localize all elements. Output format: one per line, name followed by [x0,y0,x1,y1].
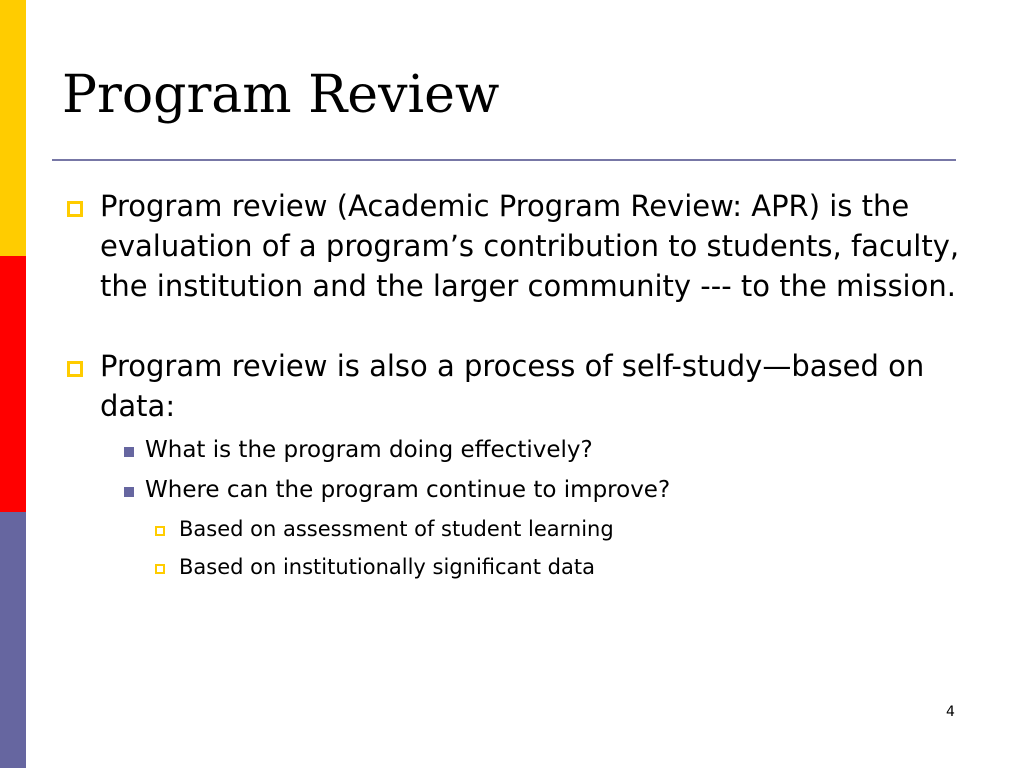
page-number: 4 [946,704,955,720]
sub-sub-bullet-text: Based on institutionally significant data [179,555,595,579]
accent-stripe-blue [0,512,26,768]
filled-square-bullet-icon [124,487,134,497]
bullet-self-study [62,346,972,586]
hollow-square-bullet-icon [67,361,83,377]
sub-bullet-improve [107,470,972,510]
filled-square-bullet-icon [124,447,134,457]
hollow-square-bullet-icon [67,201,83,217]
sub-sub-bullet-assessment [152,510,972,548]
sub-sub-bullet-text: Based on assessment of student learning [179,517,614,541]
hollow-square-bullet-icon [155,564,165,574]
accent-stripe-yellow [0,0,26,256]
hollow-square-bullet-icon [155,526,165,536]
bullet-text: Program review is also a process of self-study—based on data: [100,349,925,423]
sub-bullet-list [100,430,972,586]
accent-stripe-red [0,256,26,512]
sub-bullet-effective [107,430,972,470]
slide-content [62,186,972,586]
title-divider [52,159,956,161]
sub-bullet-text: What is the program doing effectively? [145,437,593,463]
bullet-text: Program review (Academic Program Review: APR) is the evaluation of a program’s contribution to students, faculty, the institution and the larger community --- to the mission. [100,189,960,303]
sub-sub-bullet-list [107,510,972,586]
slide-title: Program Review [62,65,500,125]
sub-sub-bullet-institutional-data [152,548,972,586]
bullet-apr-definition [62,186,972,306]
sub-bullet-text: Where can the program continue to improve? [145,477,671,503]
